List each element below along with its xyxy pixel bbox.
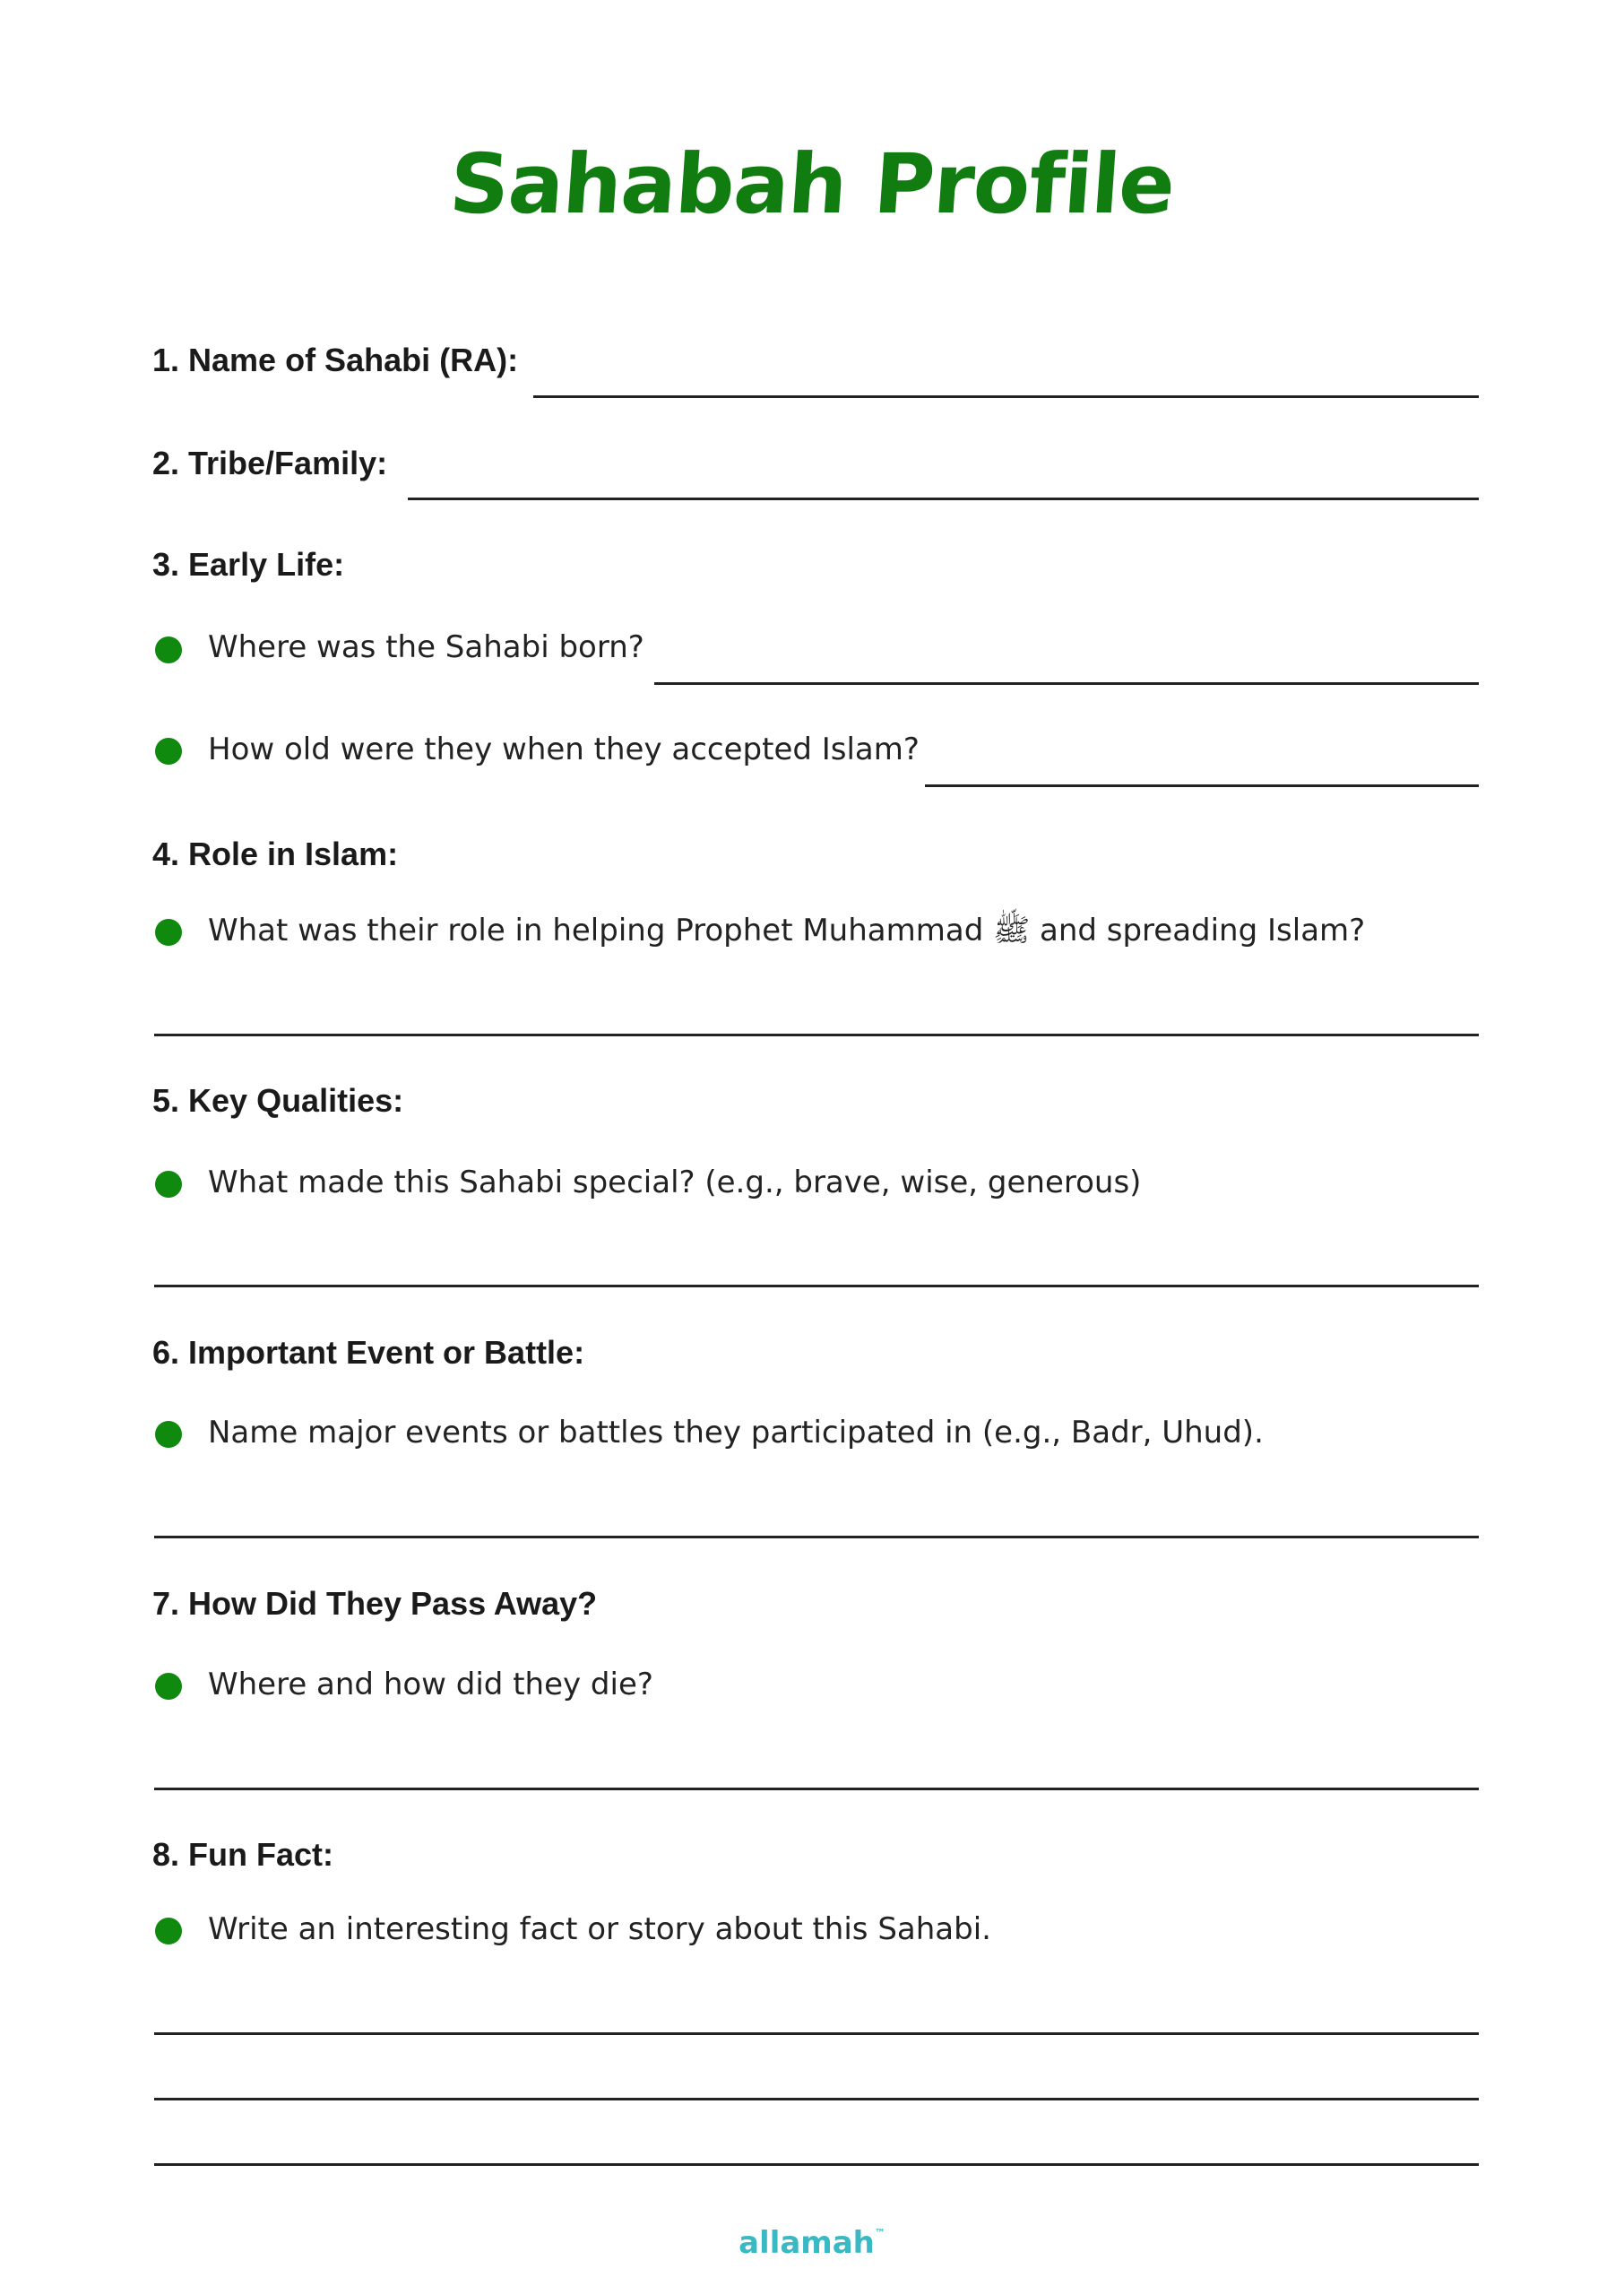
trademark-mark: ™: [874, 2227, 885, 2239]
bullet-dot: [155, 1918, 182, 1944]
answer-line-death[interactable]: [154, 1788, 1479, 1790]
allamah-logo: [0, 2225, 1624, 2261]
bullet-dot: [155, 1421, 182, 1448]
answer-line-fun-fact-3[interactable]: [154, 2163, 1479, 2166]
answer-line-tribe[interactable]: [408, 498, 1479, 500]
answer-line-events[interactable]: [154, 1536, 1479, 1538]
heading-early-life: 3. Early Life:: [152, 546, 345, 583]
question-events: Name major events or battles they participated in (e.g., Badr, Uhud).: [208, 1415, 1264, 1451]
heading-pass-away: 7. How Did They Pass Away?: [152, 1585, 598, 1622]
question-fun-fact: Write an interesting fact or story about this Sahabi.: [208, 1911, 991, 1947]
heading-fun-fact: 8. Fun Fact:: [152, 1836, 334, 1873]
question-death: Where and how did they die?: [208, 1667, 653, 1702]
bullet-dot: [155, 1171, 182, 1198]
bullet-dot: [155, 919, 182, 946]
question-role: What was their role in helping Prophet Muhammad ﷺ and spreading Islam?: [208, 913, 1366, 948]
heading-name-of-sahabi: 1. Name of Sahabi (RA):: [152, 342, 519, 378]
answer-line-fun-fact-2[interactable]: [154, 2098, 1479, 2100]
answer-line-qualities[interactable]: [154, 1285, 1479, 1287]
answer-line-birthplace[interactable]: [654, 682, 1479, 685]
answer-line-fun-fact-1[interactable]: [154, 2032, 1479, 2035]
heading-important-event: 6. Important Event or Battle:: [152, 1334, 585, 1371]
answer-line-role[interactable]: [154, 1034, 1479, 1036]
brand-name: allamah: [739, 2225, 875, 2261]
bullet-dot: [155, 738, 182, 765]
heading-tribe-family: 2. Tribe/Family:: [152, 445, 388, 481]
answer-line-age[interactable]: [925, 784, 1479, 787]
page-title: Sahabah Profile: [446, 136, 1178, 232]
question-qualities: What made this Sahabi special? (e.g., brave, wise, generous): [208, 1165, 1142, 1200]
bullet-dot: [155, 1673, 182, 1700]
question-age-islam: How old were they when they accepted Islam?: [208, 732, 920, 767]
bullet-dot: [155, 637, 182, 663]
question-birthplace: Where was the Sahabi born?: [208, 629, 644, 665]
answer-line-name[interactable]: [533, 395, 1479, 398]
heading-key-qualities: 5. Key Qualities:: [152, 1082, 404, 1119]
heading-role-in-islam: 4. Role in Islam:: [152, 836, 399, 872]
